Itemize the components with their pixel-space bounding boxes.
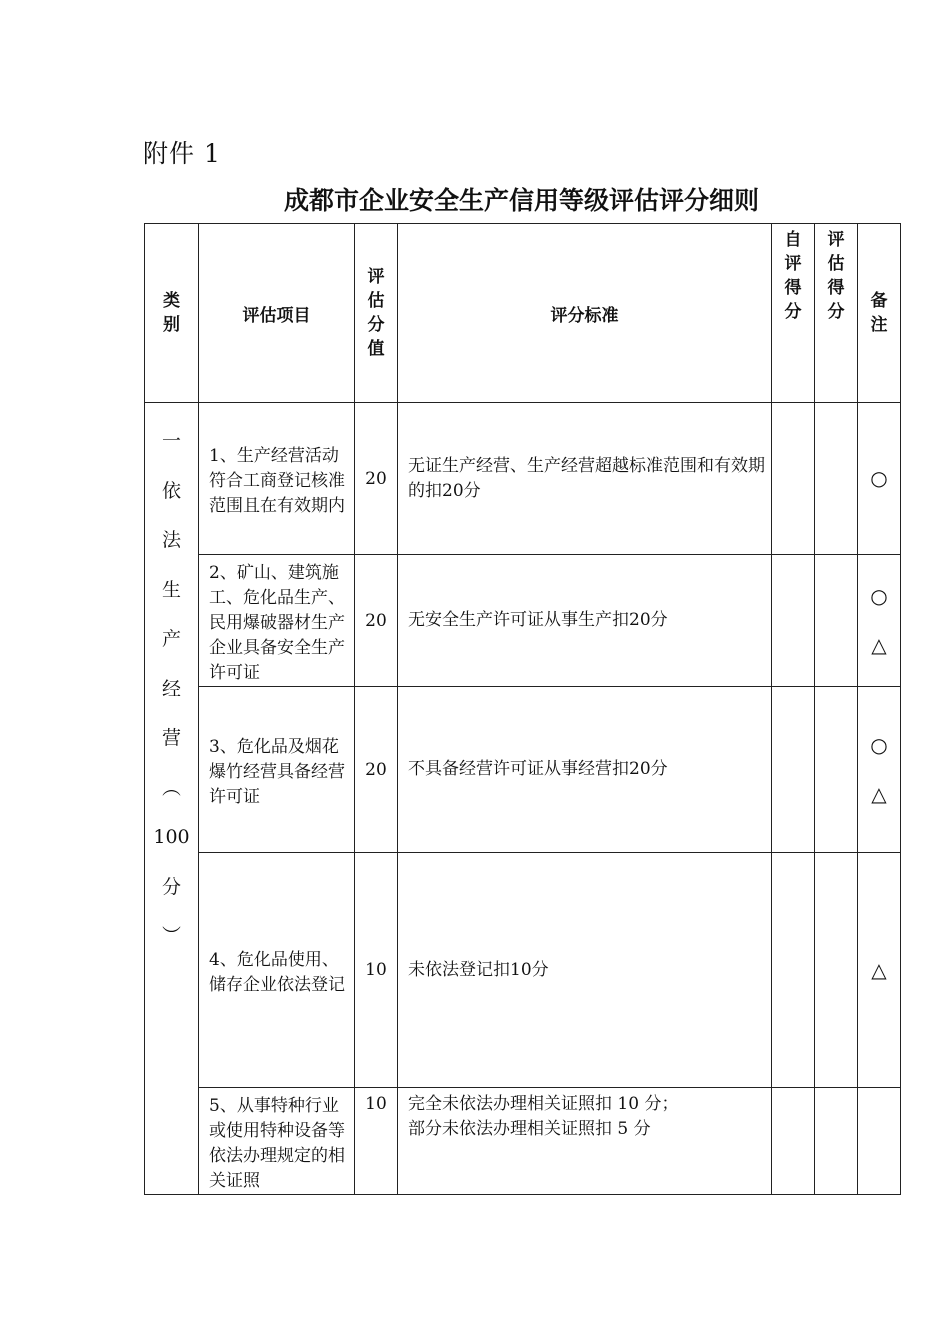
table-row bbox=[145, 555, 901, 687]
header-row bbox=[145, 224, 901, 403]
header-eval-score: 评估得分 bbox=[815, 224, 858, 403]
category-char: 法 bbox=[161, 529, 181, 551]
category-char: 生 bbox=[161, 578, 181, 601]
category-char: 100 bbox=[153, 826, 190, 848]
eval-score-cell[interactable] bbox=[815, 687, 858, 853]
self-score-cell[interactable] bbox=[772, 403, 815, 555]
category-char: 经 bbox=[161, 677, 181, 700]
item-cell: 3、危化品及烟花爆竹经营具备经营许可证 bbox=[199, 687, 355, 853]
table-row bbox=[145, 403, 901, 555]
header-self-score: 自评得分 bbox=[772, 224, 815, 403]
standard-cell: 无证生产经营、生产经营超越标准范围和有效期的扣20分 bbox=[398, 403, 772, 555]
note-cell bbox=[858, 555, 901, 687]
circle-mark: ○ bbox=[870, 466, 888, 490]
attachment-label: 附件 1 bbox=[143, 139, 221, 168]
score-cell: 20 bbox=[355, 403, 398, 555]
note-cell bbox=[858, 853, 901, 1088]
eval-score-cell[interactable] bbox=[815, 403, 858, 555]
item-cell: 1、生产经营活动符合工商登记核准范围且在有效期内 bbox=[199, 403, 355, 555]
header-standard: 评分标准 bbox=[398, 224, 772, 403]
self-score-cell[interactable] bbox=[772, 1088, 815, 1195]
eval-score-cell[interactable] bbox=[815, 1088, 858, 1195]
header-item: 评估项目 bbox=[199, 224, 355, 403]
standard-line: 完全未依法办理相关证照扣 10 分； bbox=[408, 1094, 679, 1114]
table-row bbox=[145, 687, 901, 853]
score-cell: 20 bbox=[355, 555, 398, 687]
category-char: ︵ bbox=[161, 776, 181, 799]
standard-cell: 无安全生产许可证从事生产扣20分 bbox=[398, 555, 772, 687]
standard-cell bbox=[398, 1088, 772, 1195]
circle-mark: ○ bbox=[870, 732, 888, 757]
self-score-cell[interactable] bbox=[772, 853, 815, 1088]
scoring-table bbox=[144, 223, 901, 1195]
category-char: 一 bbox=[161, 430, 181, 452]
item-cell: 2、矿山、建筑施工、危化品生产、民用爆破器材生产企业具备安全生产许可证 bbox=[199, 555, 355, 687]
note-cell bbox=[858, 687, 901, 853]
circle-mark: ○ bbox=[870, 583, 888, 608]
category-char: 营 bbox=[161, 727, 181, 749]
table-row bbox=[145, 1088, 901, 1195]
eval-score-cell[interactable] bbox=[815, 555, 858, 687]
table-row bbox=[145, 853, 901, 1088]
score-cell: 10 bbox=[355, 1088, 398, 1195]
item-cell: 5、从事特种行业或使用特种设备等依法办理规定的相关证照 bbox=[199, 1088, 355, 1195]
score-cell: 10 bbox=[355, 853, 398, 1088]
note-cell bbox=[858, 1088, 901, 1195]
document-title: 成都市企业安全生产信用等级评估评分细则 bbox=[283, 186, 759, 215]
category-char: 依 bbox=[161, 479, 181, 502]
item-cell: 4、危化品使用、储存企业依法登记 bbox=[199, 853, 355, 1088]
note-cell bbox=[858, 403, 901, 555]
self-score-cell[interactable] bbox=[772, 555, 815, 687]
header-category: 类别 bbox=[145, 224, 199, 403]
triangle-mark: △ bbox=[871, 781, 887, 806]
triangle-mark: △ bbox=[871, 632, 887, 657]
self-score-cell[interactable] bbox=[772, 687, 815, 853]
eval-score-cell[interactable] bbox=[815, 853, 858, 1088]
category-char: 产 bbox=[161, 628, 181, 650]
category-char: ︶ bbox=[161, 925, 181, 947]
standard-cell: 未依法登记扣10分 bbox=[398, 853, 772, 1088]
category-cell bbox=[145, 403, 199, 1195]
triangle-mark: △ bbox=[871, 957, 887, 982]
header-note: 备注 bbox=[858, 224, 901, 403]
standard-cell: 不具备经营许可证从事经营扣20分 bbox=[398, 687, 772, 853]
category-char: 分 bbox=[161, 875, 181, 898]
score-cell: 20 bbox=[355, 687, 398, 853]
standard-line: 部分未依法办理相关证照扣 5 分 bbox=[408, 1119, 651, 1139]
header-score: 评估分值 bbox=[355, 224, 398, 403]
